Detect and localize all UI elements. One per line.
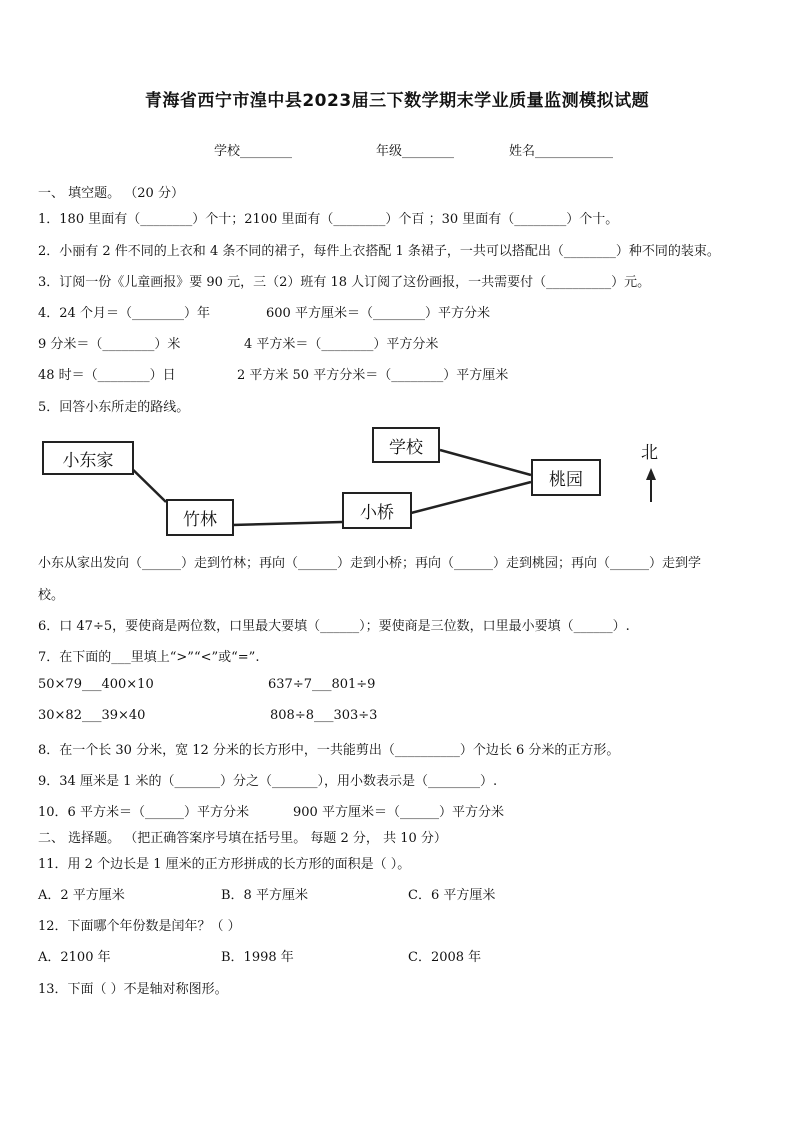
question-4-row2b: 4 平方米＝（________）平方分米 xyxy=(244,337,439,352)
question-11-option-c: C．6 平方厘米 xyxy=(408,888,496,903)
question-1: 1．180 里面有（________）个十；2100 里面有（________）个百 ；30 里面有（________）个十。 xyxy=(38,212,619,227)
question-13-prompt: 13．下面（ ）不是轴对称图形。 xyxy=(38,982,228,997)
question-9: 9．34 厘米是 1 米的（_______）分之（_______），用小数表示是（________）. xyxy=(38,774,498,789)
grade-field: 年级________ xyxy=(376,144,455,159)
north-label: 北 xyxy=(641,443,658,463)
question-4-row3a: 48 时＝（________）日 xyxy=(38,368,176,383)
north-arrow-icon xyxy=(646,468,656,480)
route-diagram xyxy=(38,422,698,542)
path-school-peach xyxy=(440,450,531,475)
school-field: 学校________ xyxy=(214,144,293,159)
place-school: 学校 xyxy=(372,427,440,463)
question-6: 6．口 47÷5，要使商是两位数，口里最大要填（______）；要使商是三位数，口里最小要填（______）. xyxy=(38,619,630,634)
section-1-heading: 一、 填空题。 （20 分） xyxy=(38,186,184,201)
question-10b: 900 平方厘米＝（______）平方分米 xyxy=(293,805,504,820)
question-4-row2a: 9 分米＝（________）米 xyxy=(38,337,181,352)
question-4-row1a: 4．24 个月＝（________）年 xyxy=(38,306,210,321)
question-7-row1a: 50×79___400×10 xyxy=(38,677,154,692)
question-7-row1b: 637÷7___801÷9 xyxy=(268,677,376,692)
question-3: 3．订阅一份《儿童画报》要 90 元，三（2）班有 18 人订阅了这份画报，一共需要付（__________）元。 xyxy=(38,275,651,290)
question-4-row3b: 2 平方米 50 平方分米＝（________）平方厘米 xyxy=(237,368,509,383)
question-5-answer-line2: 校。 xyxy=(38,588,65,603)
question-5-prompt: 5．回答小东所走的路线。 xyxy=(38,400,190,415)
path-bridge-peach xyxy=(411,482,531,513)
question-12-option-a: A．2100 年 xyxy=(38,950,111,965)
question-8: 8．在一个长 30 分米，宽 12 分米的长方形中，一共能剪出（__________）个边长 6 分米的正方形。 xyxy=(38,743,620,758)
question-7-prompt: 7．在下面的___里填上“>”“<”或“=”. xyxy=(38,650,260,665)
question-12-prompt: 12．下面哪个年份数是闰年？（ ） xyxy=(38,919,241,934)
question-12-option-c: C．2008 年 xyxy=(408,950,482,965)
question-7-row2b: 808÷8___303÷3 xyxy=(270,708,378,723)
question-2: 2．小丽有 2 件不同的上衣和 4 条不同的裙子，每件上衣搭配 1 条裙子，一共可以搭配出（________）种不同的装束。 xyxy=(38,244,720,259)
question-11-prompt: 11．用 2 个边长是 1 厘米的正方形拼成的长方形的面积是（ ）。 xyxy=(38,857,411,872)
page-title: 青海省西宁市湟中县2023届三下数学期末学业质量监测模拟试题 xyxy=(144,91,650,111)
place-bamboo: 竹林 xyxy=(166,499,234,536)
question-4-row1b: 600 平方厘米＝（________）平方分米 xyxy=(266,306,490,321)
question-5-answer-line1: 小东从家出发向（______）走到竹林；再向（______）走到小桥；再向（______）走到桃园；再向（______）走到学 xyxy=(38,556,702,571)
place-home: 小东家 xyxy=(42,441,134,475)
question-11-option-b: B．8 平方厘米 xyxy=(221,888,308,903)
name-field: 姓名____________ xyxy=(509,144,614,159)
question-7-row2a: 30×82___39×40 xyxy=(38,708,146,723)
place-peach: 桃园 xyxy=(531,459,601,496)
section-2-heading: 二、 选择题。 （把正确答案序号填在括号里。 每题 2 分， 共 10 分） xyxy=(38,831,447,846)
question-10a: 10．6 平方米＝（______）平方分米 xyxy=(38,805,249,820)
question-11-option-a: A．2 平方厘米 xyxy=(38,888,125,903)
question-12-option-b: B．1998 年 xyxy=(221,950,294,965)
path-bamboo-bridge xyxy=(232,522,342,525)
place-bridge: 小桥 xyxy=(342,492,412,529)
